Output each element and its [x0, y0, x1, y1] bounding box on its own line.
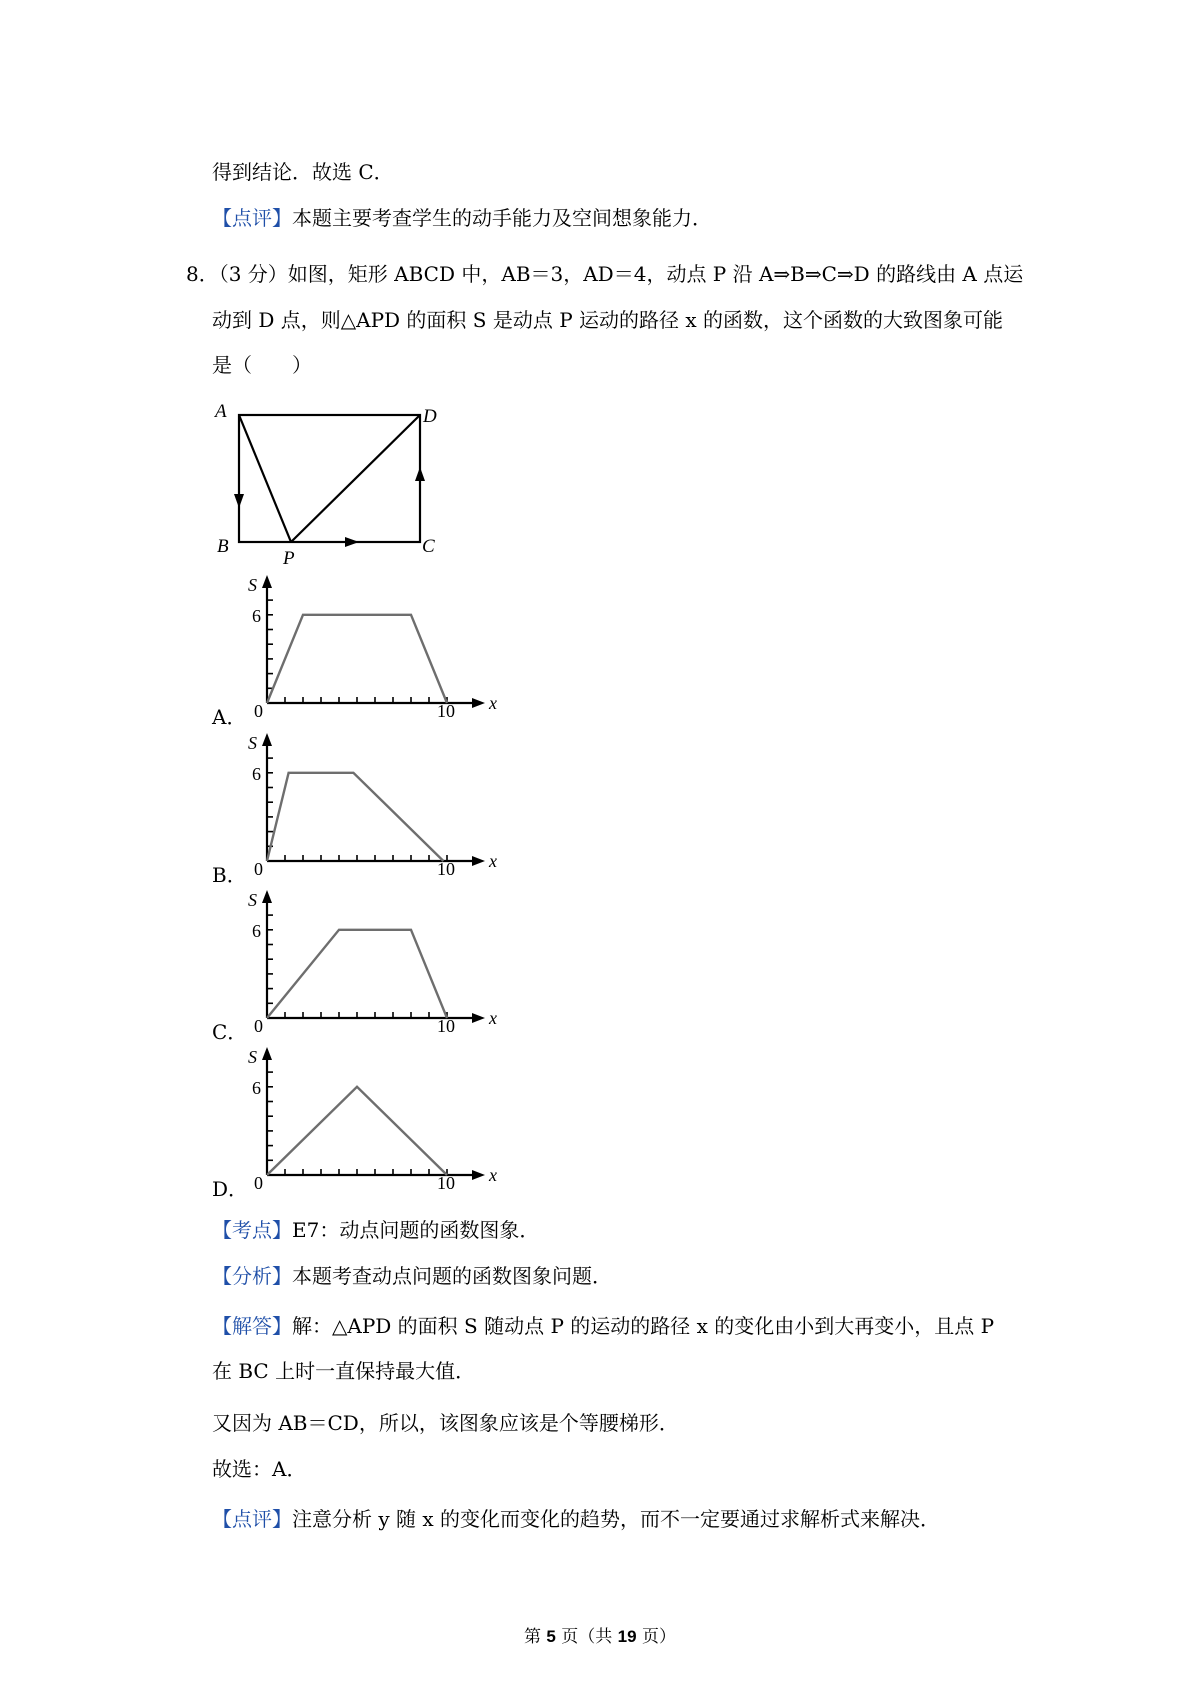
jieda-text-2: 在 BC 上时一直保持最大值．: [212, 1359, 476, 1383]
x-axis-arrow: [472, 1013, 485, 1023]
option-c-letter: C．: [212, 1020, 248, 1044]
segment-pd: [291, 415, 420, 542]
kaodian: [212, 1216, 539, 1244]
x-tick-label-10: 10: [437, 859, 455, 878]
footer-suffix: 页）: [636, 1627, 676, 1647]
arrow-right-bc: [345, 537, 359, 547]
dianping-text: 注意分析 y 随 x 的变化而变化的趋势，而不一定要通过求解析式来解决．: [292, 1507, 941, 1531]
x-axis-arrow: [472, 698, 485, 708]
footer-page-number: 5: [546, 1627, 556, 1646]
axis-label-s: S: [248, 890, 257, 910]
graph-line: [267, 615, 447, 703]
y-axis-arrow: [262, 1047, 272, 1060]
option-b-graph: [245, 733, 505, 878]
fenxi-text: 本题考查动点问题的函数图象问题．: [292, 1264, 612, 1288]
origin-label: 0: [254, 859, 263, 878]
fenxi-tag: 【分析】: [212, 1264, 292, 1288]
origin-label: 0: [254, 701, 263, 720]
y-tick-label-6: 6: [252, 1077, 261, 1098]
dianping: [212, 1505, 940, 1533]
axis-label-x: x: [489, 1165, 497, 1185]
option-b-letter: B．: [212, 863, 247, 887]
x-tick-label-10: 10: [437, 701, 455, 720]
x-axis-arrow: [472, 1170, 485, 1180]
graph-line: [267, 773, 443, 861]
x-tick-label-10: 10: [437, 1173, 455, 1192]
y-axis-arrow: [262, 890, 272, 903]
y-tick-label-6: 6: [252, 920, 261, 941]
axis-label-x: x: [489, 851, 497, 871]
label-d: D: [423, 406, 437, 427]
jieda-tag: 【解答】: [212, 1314, 292, 1338]
y-tick-label-6: 6: [252, 763, 261, 784]
rectangle-figure: [205, 395, 455, 570]
question-line-2: 动到 D 点，则△APD 的面积 S 是动点 P 运动的路径 x 的函数，这个函数的大致图象可能: [212, 308, 1004, 332]
graph-line: [267, 1087, 447, 1175]
prev-conclusion: 得到结论．故选 C．: [212, 160, 394, 184]
footer-prefix: 第: [523, 1627, 547, 1647]
arrow-down-ab: [234, 494, 244, 508]
footer-mid: 页（共: [555, 1627, 618, 1647]
question-line-1: 8．（3 分）如图，矩形 ABCD 中，AB＝3，AD＝4，动点 P 沿 A⇒B⇒C⇒D 的路线由 A 点运: [186, 262, 1024, 286]
kaodian-tag: 【考点】: [212, 1218, 292, 1242]
label-a: A: [215, 401, 227, 422]
option-c-graph: [245, 890, 505, 1035]
segment-ap: [239, 415, 291, 542]
label-c: C: [422, 536, 435, 557]
page-footer: [0, 1626, 1200, 1648]
option-d-letter: D．: [212, 1177, 249, 1201]
y-axis-arrow: [262, 733, 272, 746]
option-a-letter: A．: [212, 705, 247, 729]
origin-label: 0: [254, 1016, 263, 1035]
axis-label-s: S: [248, 1047, 257, 1067]
arrow-up-cd: [415, 467, 425, 481]
axis-label-s: S: [248, 575, 257, 595]
kaodian-text: E7：动点问题的函数图象．: [292, 1218, 540, 1242]
axis-label-s: S: [248, 733, 257, 753]
x-axis-arrow: [472, 856, 485, 866]
prev-comment: [212, 204, 712, 232]
y-axis-arrow: [262, 575, 272, 588]
comment-text: 本题主要考查学生的动手能力及空间想象能力．: [292, 206, 712, 230]
option-a-graph: [245, 575, 505, 720]
dianping-tag: 【点评】: [212, 1507, 292, 1531]
axis-label-x: x: [489, 1008, 497, 1028]
label-b: B: [217, 536, 229, 557]
graph-line: [267, 930, 447, 1018]
option-d-graph: [245, 1047, 505, 1192]
label-p: P: [283, 548, 295, 569]
y-tick-label-6: 6: [252, 605, 261, 626]
comment-tag: 【点评】: [212, 206, 292, 230]
footer-total-pages: 19: [617, 1627, 637, 1646]
question-line-3: 是（ ）: [212, 353, 312, 377]
jieda: [212, 1312, 994, 1340]
jieda-text-1: 解：△APD 的面积 S 随动点 P 的运动的路径 x 的变化由小到大再变小，且点 P: [292, 1314, 995, 1338]
axis-label-x: x: [489, 693, 497, 713]
origin-label: 0: [254, 1173, 263, 1192]
fenxi: [212, 1262, 612, 1290]
jieda-text-3: 又因为 AB＝CD，所以，该图象应该是个等腰梯形．: [212, 1411, 679, 1435]
x-tick-label-10: 10: [437, 1016, 455, 1035]
jieda-text-4: 故选：A．: [212, 1457, 307, 1481]
